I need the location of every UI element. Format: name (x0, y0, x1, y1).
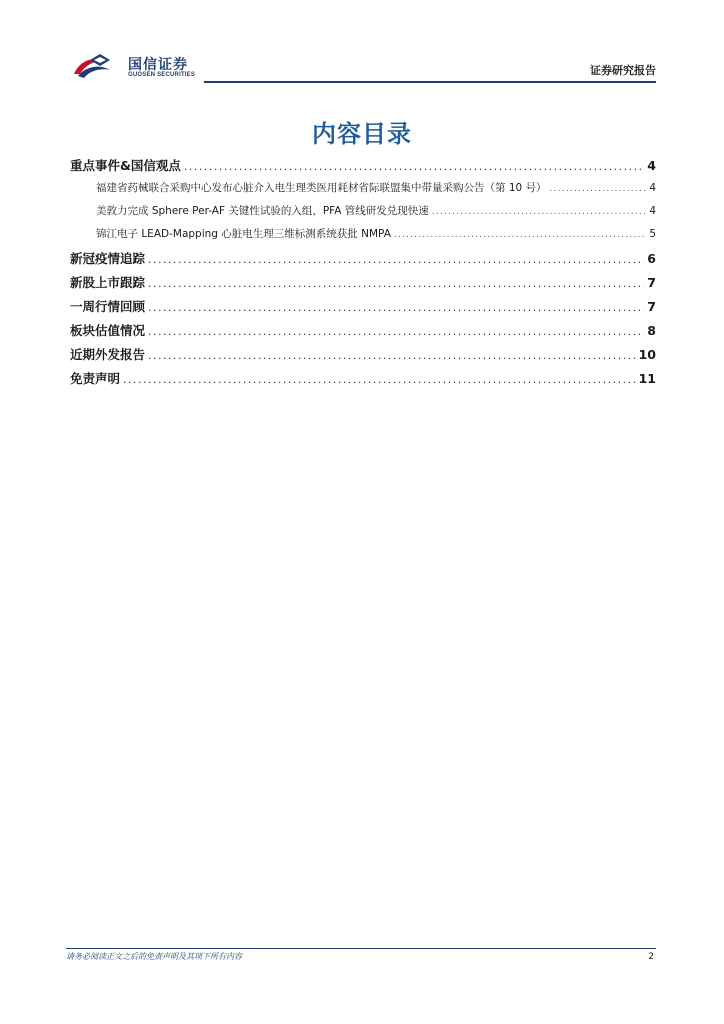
toc-dot-leader (148, 301, 644, 314)
toc-dot-leader (432, 207, 647, 217)
toc-dot-leader (550, 184, 647, 194)
toc-dot-leader (148, 277, 644, 290)
toc-entry-page: 7 (647, 299, 656, 314)
toc-entry-label: 近期外发报告 (70, 347, 146, 362)
toc-entry-page: 11 (638, 371, 656, 386)
toc-entry-section[interactable] (70, 345, 656, 369)
toc-dot-leader (148, 349, 636, 362)
toc-entry-label: 免责声明 (70, 371, 121, 386)
toc-entry-page: 4 (649, 182, 656, 194)
footer-disclaimer: 请务必阅读正文之后的免责声明及其项下所有内容 (66, 952, 242, 961)
page-header (70, 50, 656, 84)
toc-entry-subsection[interactable] (70, 203, 656, 226)
toc-entry-section[interactable] (70, 297, 656, 321)
toc-dot-leader (184, 160, 644, 173)
toc-dot-leader (394, 230, 646, 240)
header-divider (204, 81, 656, 83)
toc-entry-page: 6 (647, 251, 656, 266)
toc-entry-label: 一周行情回顾 (70, 299, 146, 314)
toc-entry-page: 10 (638, 347, 656, 362)
toc-dot-leader (148, 253, 644, 266)
toc-entry-label: 新冠疫情追踪 (70, 251, 146, 266)
toc-entry-section[interactable] (70, 273, 656, 297)
toc-entry-subsection[interactable] (70, 226, 656, 249)
guosen-logo-icon (70, 52, 130, 82)
toc-entry-label: 板块估值情况 (70, 323, 146, 338)
toc-entry-section[interactable] (70, 321, 656, 345)
toc-entry-page: 5 (649, 228, 656, 240)
toc-title: 内容目录 (312, 120, 412, 148)
toc-dot-leader (123, 373, 636, 386)
toc-entry-label: 重点事件&国信观点 (70, 158, 181, 173)
toc-entry-label: 福建省药械联合采购中心发布心脏介入电生理类医用耗材省际联盟集中带量采购公告（第 10 号） (96, 182, 547, 194)
logo-text-en: GUOSEN SECURITIES (128, 72, 196, 78)
toc-entry-page: 4 (647, 158, 656, 173)
toc-entry-label: 新股上市跟踪 (70, 275, 146, 290)
toc-entry-section[interactable] (70, 249, 656, 273)
toc-entry-page: 4 (649, 205, 656, 217)
toc-entry-page: 8 (647, 323, 656, 338)
table-of-contents (70, 156, 656, 393)
footer-divider (66, 948, 656, 949)
report-type-label: 证券研究报告 (590, 64, 656, 77)
toc-entry-section[interactable] (70, 369, 656, 393)
footer-page-number: 2 (648, 952, 654, 962)
toc-dot-leader (148, 325, 644, 338)
logo-text-cn: 国信证券 (128, 57, 188, 73)
toc-entry-subsection[interactable] (70, 180, 656, 203)
toc-entry-page: 7 (647, 275, 656, 290)
toc-entry-label: 美敦力完成 Sphere Per-AF 关键性试验的入组，PFA 管线研发兑现快速 (96, 205, 429, 217)
toc-entry-section[interactable] (70, 156, 656, 180)
toc-entry-label: 锦江电子 LEAD-Mapping 心脏电生理三维标测系统获批 NMPA (96, 228, 391, 240)
